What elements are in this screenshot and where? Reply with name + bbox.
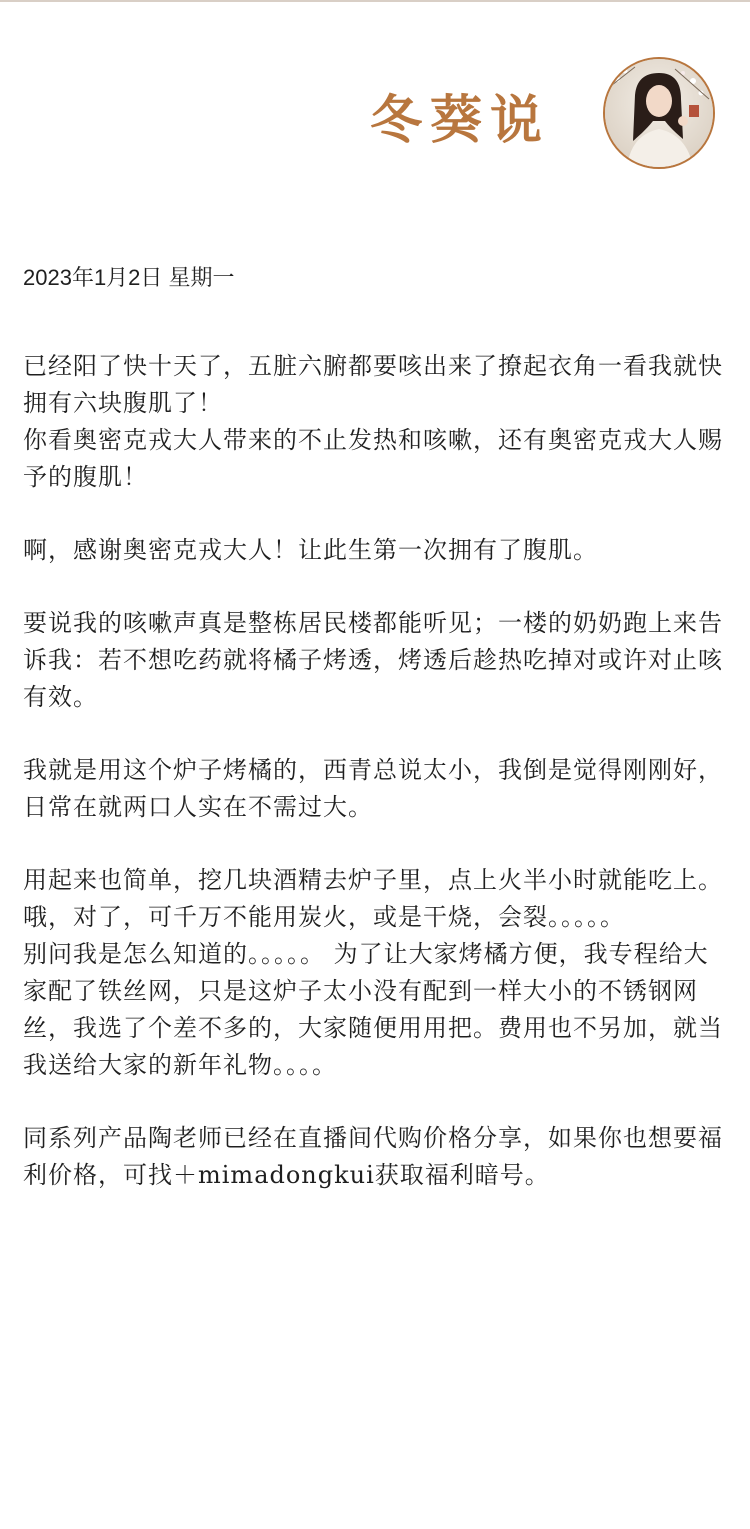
post-date: 2023年1月2日 星期一 <box>23 265 235 290</box>
paragraph-3: 要说我的咳嗽声真是整栋居民楼都能听见；一楼的奶奶跑上来告诉我：若不想吃药就将橘子烤透，烤透后趁热吃掉对或许对止咳有效。 <box>23 609 723 711</box>
paragraph-1: 已经阳了快十天了，五脏六腑都要咳出来了撩起衣角一看我就快拥有六块腹肌了！ 你看奥密克戎大人带来的不止发热和咳嗽，还有奥密克戎大人赐予的腹肌！ <box>23 352 723 491</box>
paragraph-4: 我就是用这个炉子烤橘的，西青总说太小，我倒是觉得刚刚好，日常在就两口人实在不需过大。 <box>23 756 723 821</box>
article-body <box>23 258 723 1194</box>
paragraph-2: 啊，感谢奥密克戎大人！让此生第一次拥有了腹肌。 <box>23 536 598 564</box>
portrait-avatar-icon <box>605 59 713 167</box>
paragraph-6: 同系列产品陶老师已经在直播间代购价格分享，如果你也想要福利价格，可找＋mimadongkui获取福利暗号。 <box>23 1124 723 1189</box>
avatar[interactable] <box>603 57 715 169</box>
brand-title: 冬葵说 <box>370 90 551 151</box>
header <box>0 0 750 200</box>
paragraph-5: 用起来也简单，挖几块酒精去炉子里，点上火半小时就能吃上。 哦，对了，可千万不能用炭火，或是干烧，会裂。。。。。 别问我是怎么知道的。。。。。 为了让大家烤橘方便，我专程给大家配了铁丝网，只是这炉子太小没有配到一样大小的不锈钢网丝，我选了个差不多的，大家随便用用把。费用也不另加，就当我送给大家的新年礼物。。。。 <box>23 866 723 1079</box>
